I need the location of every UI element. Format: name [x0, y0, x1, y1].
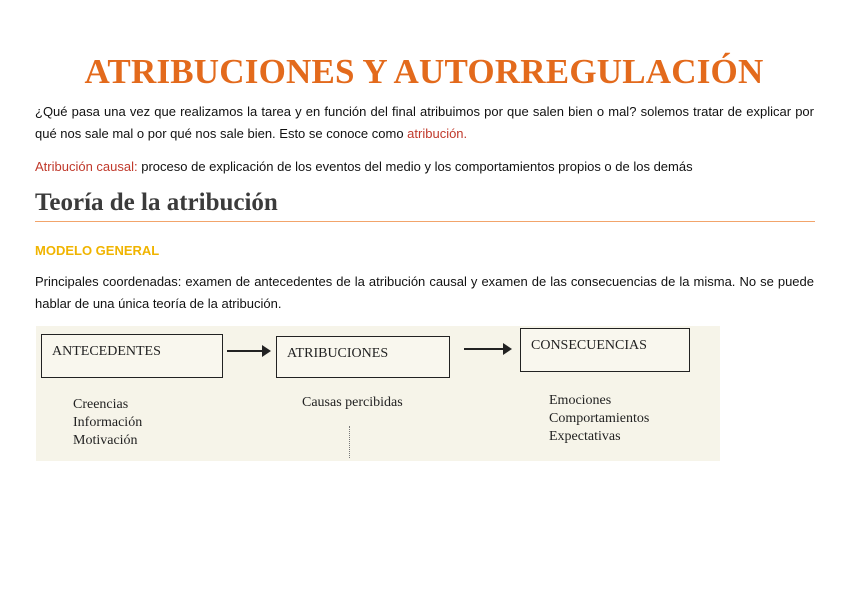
- consecuencias-list: [549, 392, 649, 446]
- definition-text: proceso de explicación de los eventos del medio y los comportamientos propios o de los demás: [137, 159, 693, 174]
- definition-term: Atribución causal:: [35, 159, 138, 174]
- section-paragraph: Principales coordenadas: examen de antecedentes de la atribución causal y examen de las consecuencias de la misma. No se puede hablar de una única teoría de la atribución.: [35, 274, 814, 311]
- intro-text: ¿Qué pasa una vez que realizamos la tarea y en función del final atribuimos por que salen bien o mal? solemos tratar de explicar por qué nos sale mal o por qué nos sale bien. Esto se conoce como: [35, 104, 814, 141]
- atribuciones-box: ATRIBUCIONES: [276, 336, 450, 378]
- list-item: Emociones: [549, 393, 612, 408]
- list-item: Información: [73, 415, 143, 430]
- intro-highlight: atribución.: [407, 126, 468, 141]
- antecedentes-box: ANTECEDENTES: [41, 334, 223, 378]
- consecuencias-box: CONSECUENCIAS: [520, 328, 690, 372]
- arrow-right-icon: [464, 348, 510, 350]
- list-item: Motivación: [73, 433, 138, 448]
- section-subheading: MODELO GENERAL: [35, 243, 160, 258]
- intro-paragraph: [35, 101, 814, 145]
- list-item: Creencias: [73, 397, 129, 412]
- list-item: Expectativas: [549, 429, 621, 444]
- dotted-divider: [349, 426, 350, 458]
- section-heading: Teoría de la atribución: [35, 189, 815, 222]
- page-title: ATRIBUCIONES Y AUTORREGULACIÓN: [84, 52, 764, 91]
- definition-paragraph: [35, 156, 814, 178]
- antecedentes-list: [73, 396, 142, 450]
- arrow-right-icon: [227, 350, 269, 352]
- attribution-model-diagram: [36, 326, 720, 461]
- list-item: Comportamientos: [549, 411, 650, 426]
- list-item: Causas percibidas: [302, 395, 403, 410]
- atribuciones-list: [302, 394, 403, 412]
